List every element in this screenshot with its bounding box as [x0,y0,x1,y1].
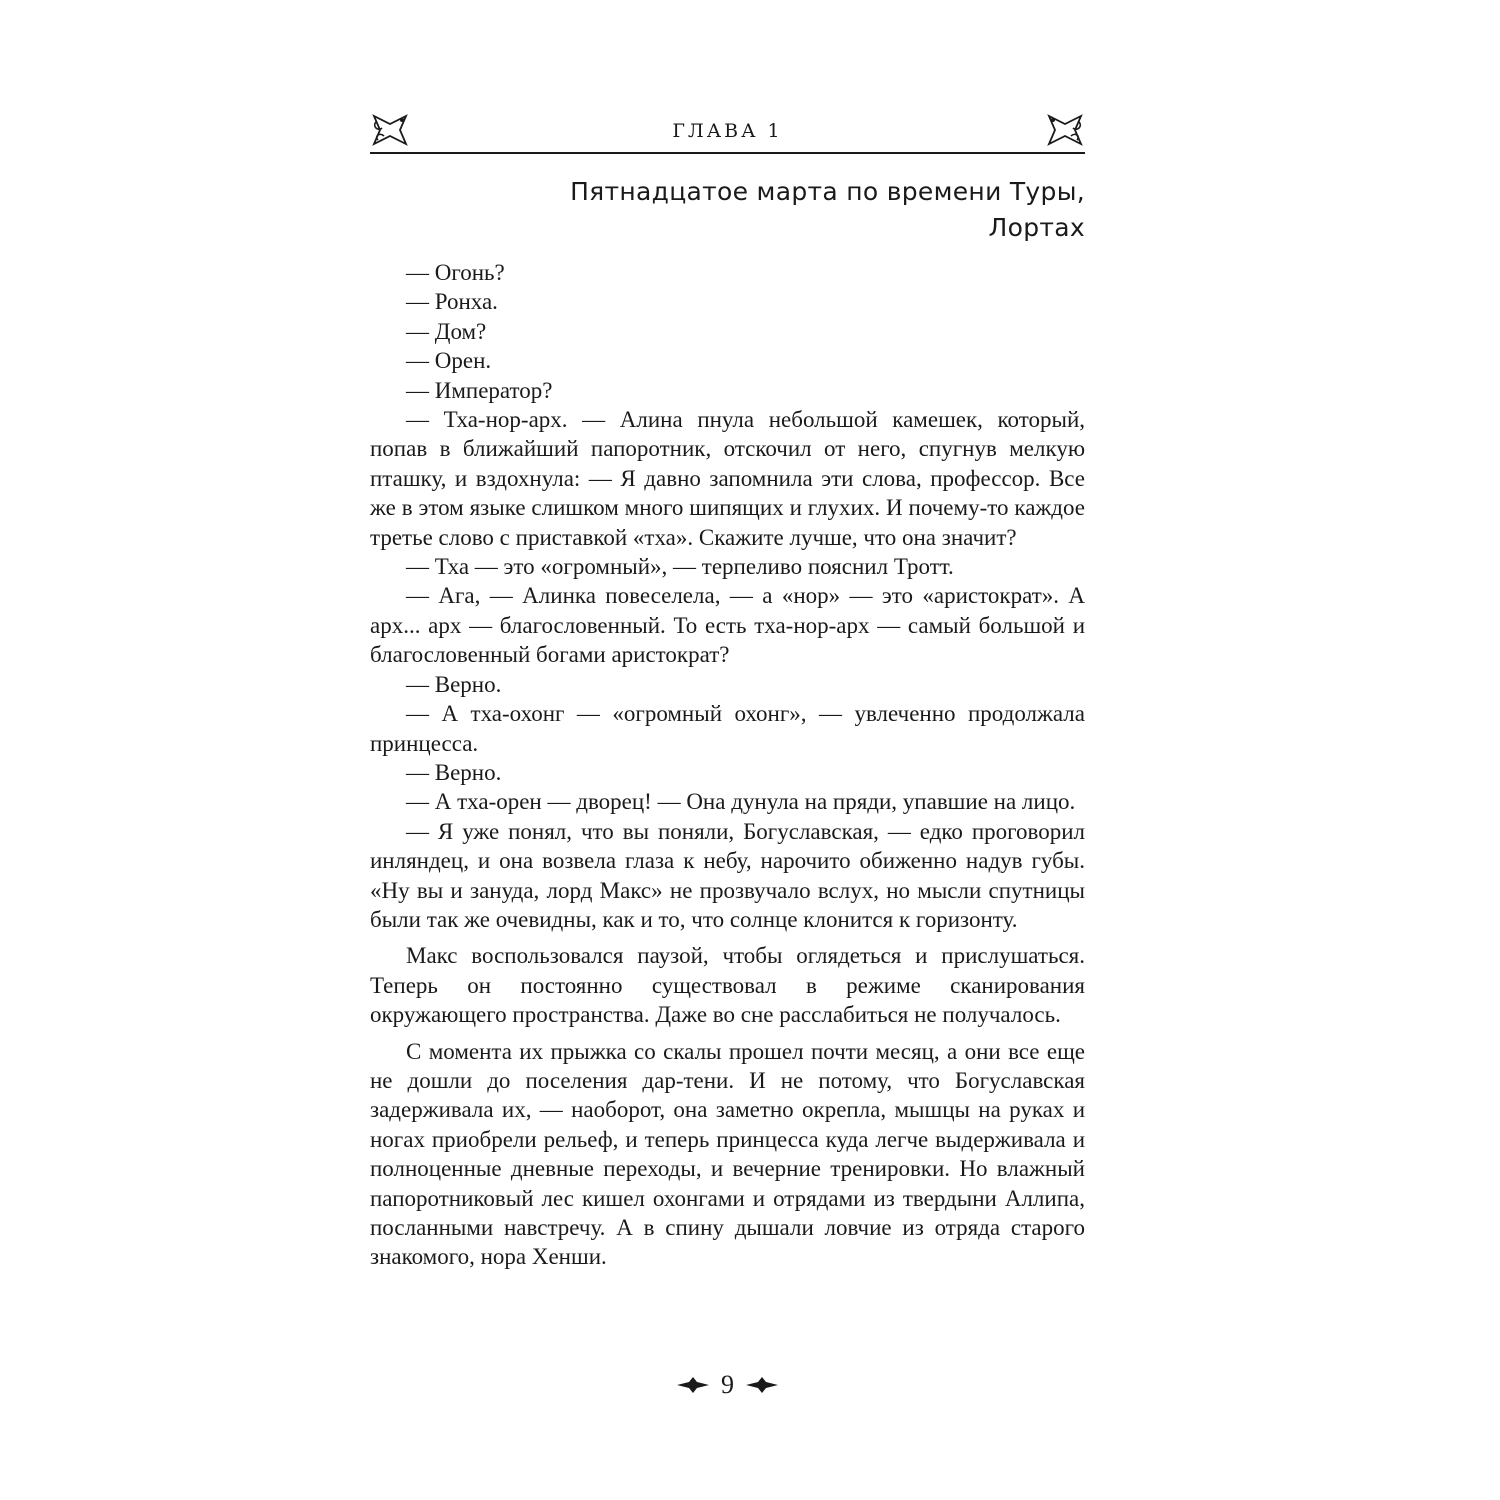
paragraph: — Тха-нор-арх. — Алина пнула небольшой камешек, который, попав в ближайший папоротник, отскочил от него, спугнув мелкую пташку, и вздохнула: — Я давно запомнила эти слова, профессор. Все же в этом языке слишком много шипящих и глухих. И почему-то каждое третье слово с приставкой «тха». Скажите лучше, что она значит? [370,407,1085,550]
paragraph: — А тха-орен — дворец! — Она дунула на пряди, упавшие на лицо. [406,789,1076,815]
paragraph: — Ронха. [406,289,498,315]
four-point-star-icon [677,1377,709,1393]
flourish-ornament-icon [1045,112,1085,148]
paragraph: — Верно. [406,759,502,785]
paragraph: — Огонь? [406,260,505,285]
subtitle-line-2: Лортах [988,213,1085,242]
chapter-title: ГЛАВА 1 [672,120,783,142]
page-footer [370,1368,1085,1402]
paragraph: — А тха-охонг — «огромный охонг», — увлеченно продолжала принцесса. [370,701,1085,756]
paragraph: — Ага, — Алинка повеселела, — а «нор» — это «аристократ». А арх... арх — благословенный. То есть тха-нор-арх — самый большой и благословенный богами аристократ? [370,583,1085,668]
paragraph: Макс воспользовался паузой, чтобы оглядеться и прислушаться. Теперь он постоянно существовал в режиме сканирования окружающего пространства. Даже во сне расслабиться не получалось. [370,943,1085,1028]
running-header [370,110,1085,154]
paragraph: — Верно. [406,671,502,697]
paragraph: С момента их прыжка со скалы прошел почти месяц, а они все еще не дошли до поселения дар-тени. И не потому, что Богуславская задерживала их, — наоборот, она заметно окрепла, мышцы на руках и ногах приобрели рельеф, и теперь принцесса куда легче выдерживала и полноценные дневные переходы, и вечерние тренировки. Но влажный папоротниковый лес кишел охонгами и отрядами из твердыни Аллипа, посланными навстречу. А в спину дышали ловчие из отряда старого знакомого, нора Хенши. [370,1038,1085,1270]
paragraph: — Тха — это «огромный», — терпеливо пояснил Тротт. [406,554,954,580]
page-number: 9 [721,1370,734,1399]
paragraph: — Орен. [406,348,492,374]
four-point-star-icon [746,1377,778,1393]
section-subtitle [370,174,1085,246]
subtitle-line-1: Пятнадцатое марта по времени Туры, [570,177,1085,206]
paragraph: — Император? [406,377,553,403]
book-page [370,110,1085,1410]
paragraph: — Дом? [406,318,487,344]
paragraph: — Я уже понял, что вы поняли, Богуславская, — едко проговорил инляндец, и она возвела глаза к небу, нарочито обиженно надув губы. «Ну вы и зануда, лорд Макс» не прозвучало вслух, но мысли спутницы были так же очевидны, как и то, что солнце клонится к горизонту. [370,818,1085,932]
body-text [370,258,1085,1272]
